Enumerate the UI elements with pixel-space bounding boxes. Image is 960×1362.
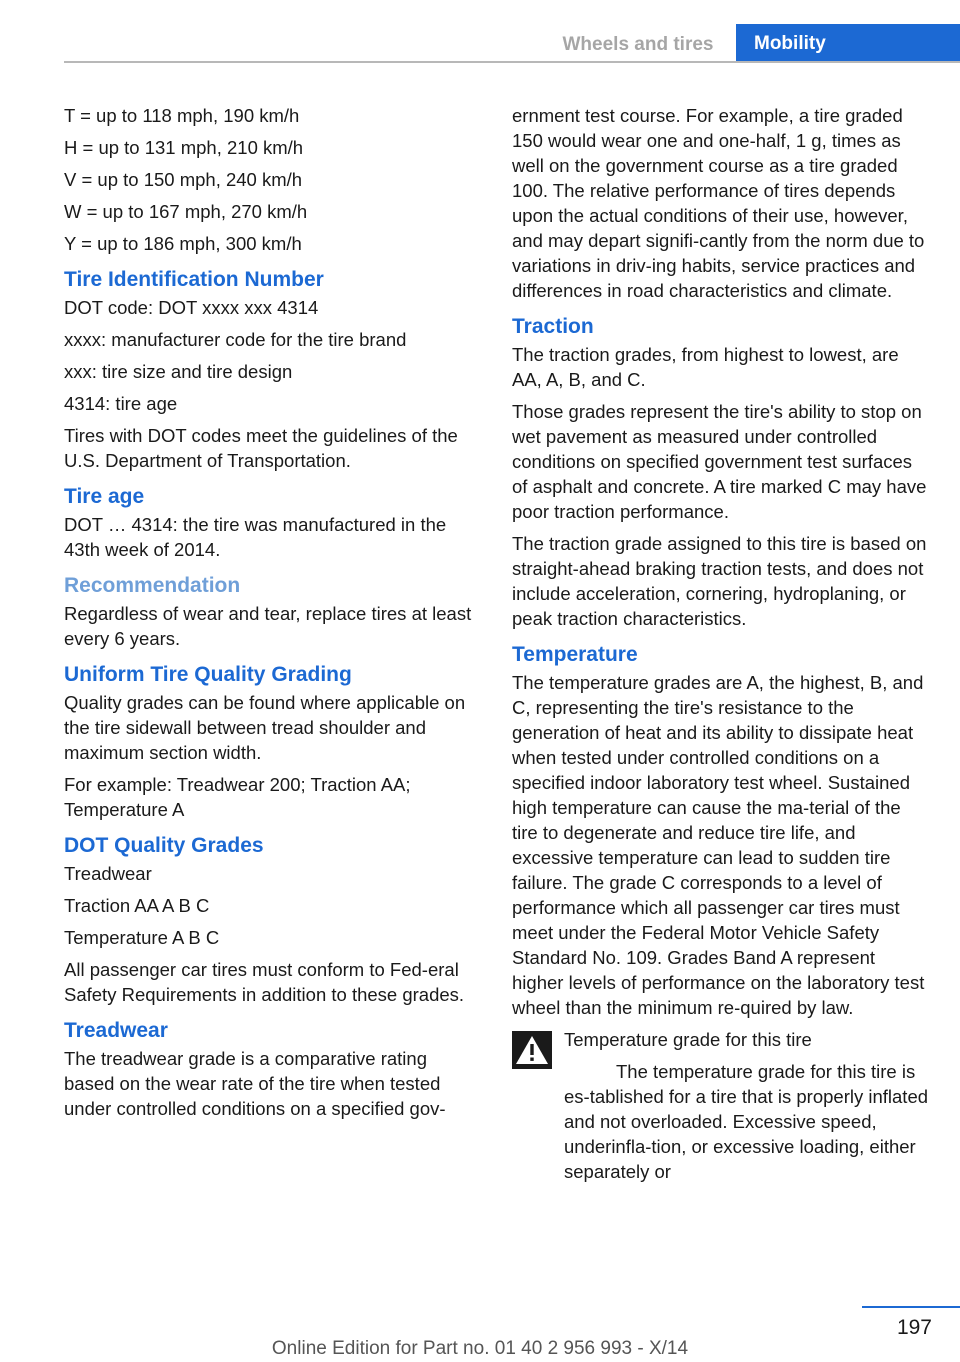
utqg-text: Quality grades can be found where applicable on the tire sidewall between tread shoulder and maximum section width. bbox=[64, 692, 466, 763]
dot-grade-line: Temperature A B C bbox=[64, 927, 220, 948]
utqg-example: For example: Treadwear 200; Traction AA; Temperature A bbox=[64, 774, 411, 820]
dot-grade-line: Traction AA A B C bbox=[64, 895, 210, 916]
temperature-text: The temperature grades are A, the highest, B, and C, representing the tire's resistance to the generation of heat and its ability to dissipate heat when tested under controlled conditions on a specified indoor laboratory test wheel. Sustained high temperature can cause the ma-terial of the tire to degenerate and reduce tire life, and excessive temperature can lead to sudden tire failure. The grade C corresponds to a level of performance which all passenger car tires must meet under the Federal Motor Vehicle Safety Standard No. 109. Grades Band A represent higher levels of performance on the laboratory test wheel than the minimum re-quired by law. bbox=[512, 672, 925, 1018]
dot-grades-heading: DOT Quality Grades bbox=[64, 834, 264, 857]
speed-rating-line: Y = up to 186 mph, 300 km/h bbox=[64, 233, 302, 254]
utqg-heading: Uniform Tire Quality Grading bbox=[64, 663, 352, 686]
traction-text: Those grades represent the tire's ability to stop on wet pavement as measured under controlled conditions on specified government test surfaces of asphalt and concrete. A tire marked C may have poor traction performance. bbox=[512, 401, 927, 522]
speed-rating-line: W = up to 167 mph, 270 km/h bbox=[64, 201, 308, 222]
tin-heading: Tire Identification Number bbox=[64, 268, 324, 291]
treadwear-continued: ernment test course. For example, a tire graded 150 would wear one and one-half, 1 g, times as well on the government course as a tire graded 100. The relative performance of tires depends upon the actual conditions of their use, however, and may depart signifi-cantly from the norm due to variations in driv-ing habits, service practices and differences in road characteristics and climate. bbox=[512, 105, 925, 301]
speed-rating-line: H = up to 131 mph, 210 km/h bbox=[64, 137, 304, 158]
page-header bbox=[0, 0, 960, 64]
dot-grade-note: All passenger car tires must conform to Fed-eral Safety Requirements in addition to these grades. bbox=[64, 959, 465, 1005]
warning-text: The temperature grade for this tire is es-tablished for a tire that is properly inflated and not overloaded. Excessive speed, underinfla-tion, or excessive loading, either separately or bbox=[564, 1061, 929, 1182]
right-column bbox=[512, 103, 930, 1191]
recommendation-heading: Recommendation bbox=[64, 574, 241, 597]
traction-heading: Traction bbox=[512, 315, 594, 338]
edition-note: Online Edition for Part no. 01 40 2 956 993 - X/14 bbox=[271, 1338, 689, 1359]
page-number: 197 bbox=[896, 1316, 932, 1339]
tin-line: xxxx: manufacturer code for the tire brand bbox=[64, 329, 407, 350]
header-rule bbox=[64, 61, 960, 63]
temperature-heading: Temperature bbox=[512, 643, 638, 666]
warning-box bbox=[512, 1027, 930, 1184]
traction-text: The traction grade assigned to this tire is based on straight-ahead braking traction tests, and does not include acceleration, cornering, hydroplaning, or peak traction characteristics. bbox=[512, 533, 927, 629]
footer-rule bbox=[862, 1306, 960, 1308]
traction-text: The traction grades, from highest to lowest, are AA, A, B, and C. bbox=[512, 344, 899, 390]
warning-triangle-icon bbox=[512, 1031, 552, 1069]
recommendation-text: Regardless of wear and tear, replace tires at least every 6 years. bbox=[64, 603, 472, 649]
tin-line: xxx: tire size and tire design bbox=[64, 361, 293, 382]
speed-rating-line: V = up to 150 mph, 240 km/h bbox=[64, 169, 303, 190]
tin-line: 4314: tire age bbox=[64, 393, 178, 414]
chapter-tab: Mobility bbox=[736, 24, 960, 63]
left-column bbox=[64, 103, 482, 1128]
speed-rating-line: T = up to 118 mph, 190 km/h bbox=[64, 105, 300, 126]
tire-age-text: DOT … 4314: the tire was manufactured in the 43th week of 2014. bbox=[64, 514, 447, 560]
section-title: Wheels and tires bbox=[562, 34, 714, 55]
warning-title: Temperature grade for this tire bbox=[564, 1029, 812, 1050]
treadwear-heading: Treadwear bbox=[64, 1019, 168, 1042]
dot-grade-line: Treadwear bbox=[64, 863, 152, 884]
treadwear-text: The treadwear grade is a comparative rating based on the wear rate of the tire when tested under controlled conditions on a specified gov- bbox=[64, 1048, 446, 1119]
tin-line: DOT code: DOT xxxx xxx 4314 bbox=[64, 297, 319, 318]
tin-line: Tires with DOT codes meet the guidelines of the U.S. Department of Transportation. bbox=[64, 425, 458, 471]
tire-age-heading: Tire age bbox=[64, 485, 145, 508]
